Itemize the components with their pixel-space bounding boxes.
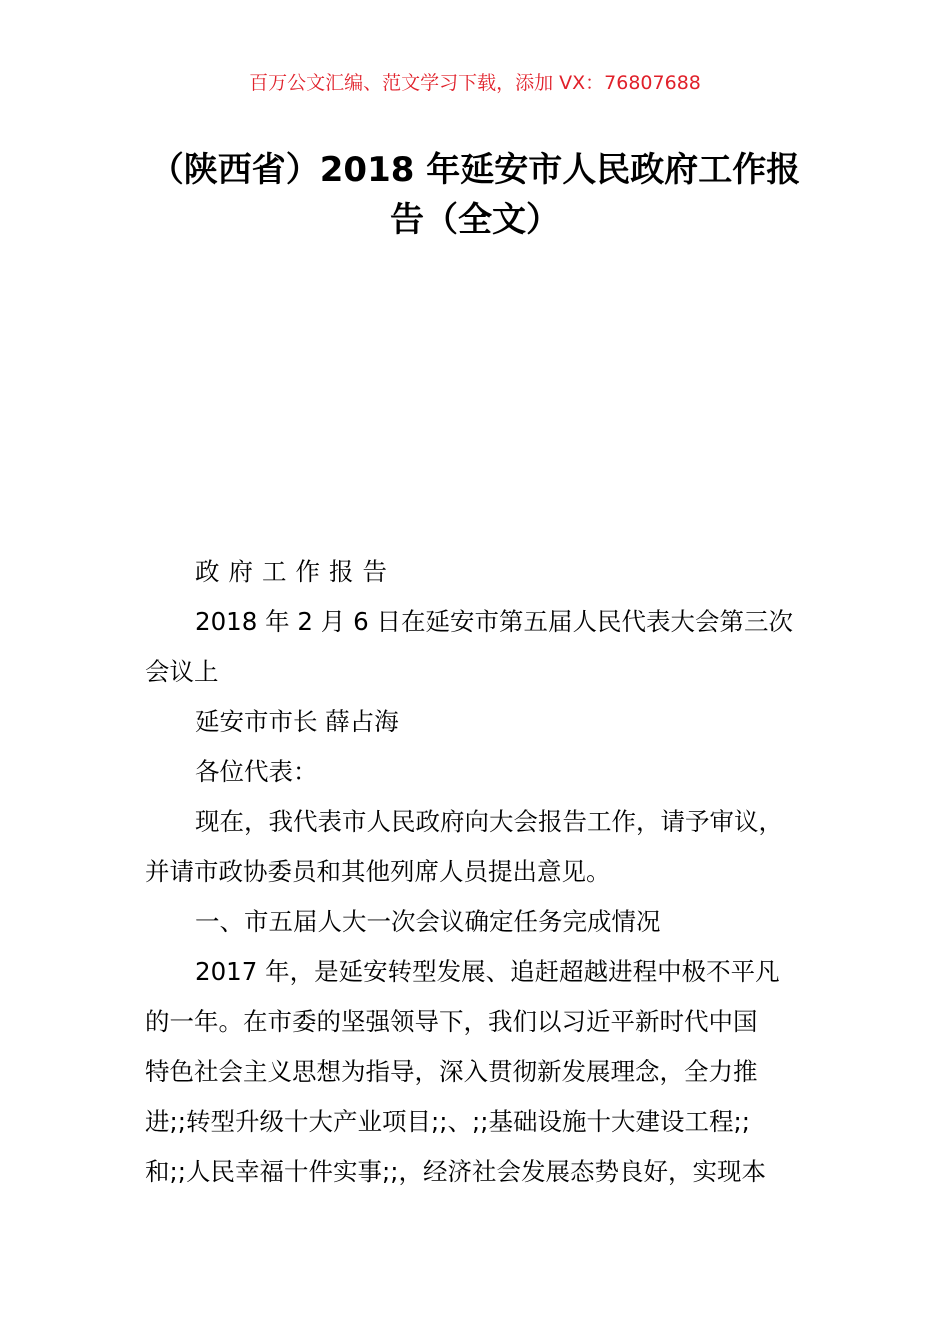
report-heading: 政府工作报告 bbox=[195, 557, 396, 586]
watermark-banner: 百万公文汇编、范文学习下载，添加 VX：76807688 bbox=[249, 72, 701, 94]
paragraph-2-line: 进;;转型升级十大产业项目;;、;;基础设施十大建设工程;; bbox=[145, 1107, 751, 1136]
paragraph-2-line: 的一年。在市委的坚强领导下，我们以习近平新时代中国 bbox=[145, 1007, 758, 1036]
paragraph-2-line: 特色社会主义思想为指导，深入贯彻新发展理念，全力推 bbox=[145, 1057, 758, 1086]
speaker-line: 延安市市长 薛占海 bbox=[195, 707, 399, 736]
paragraph-1-line: 并请市政协委员和其他列席人员提出意见。 bbox=[145, 857, 611, 886]
paragraph-2-line: 和;;人民幸福十件实事;;，经济社会发展态势良好，实现本 bbox=[145, 1157, 767, 1186]
document-title-line-2: 告（全文） bbox=[390, 200, 560, 240]
date-line-cont: 会议上 bbox=[145, 657, 219, 686]
document-title-line-1: （陕西省）2018 年延安市人民政府工作报 bbox=[149, 150, 801, 190]
date-line: 2018 年 2 月 6 日在延安市第五届人民代表大会第三次 bbox=[195, 607, 793, 636]
paragraph-2-line: 2017 年，是延安转型发展、追赶超越进程中极不平凡 bbox=[195, 957, 780, 986]
greeting: 各位代表： bbox=[195, 757, 318, 786]
section-heading-1: 一、市五届人大一次会议确定任务完成情况 bbox=[195, 907, 661, 936]
paragraph-1-line: 现在，我代表市人民政府向大会报告工作，请予审议， bbox=[195, 807, 783, 836]
